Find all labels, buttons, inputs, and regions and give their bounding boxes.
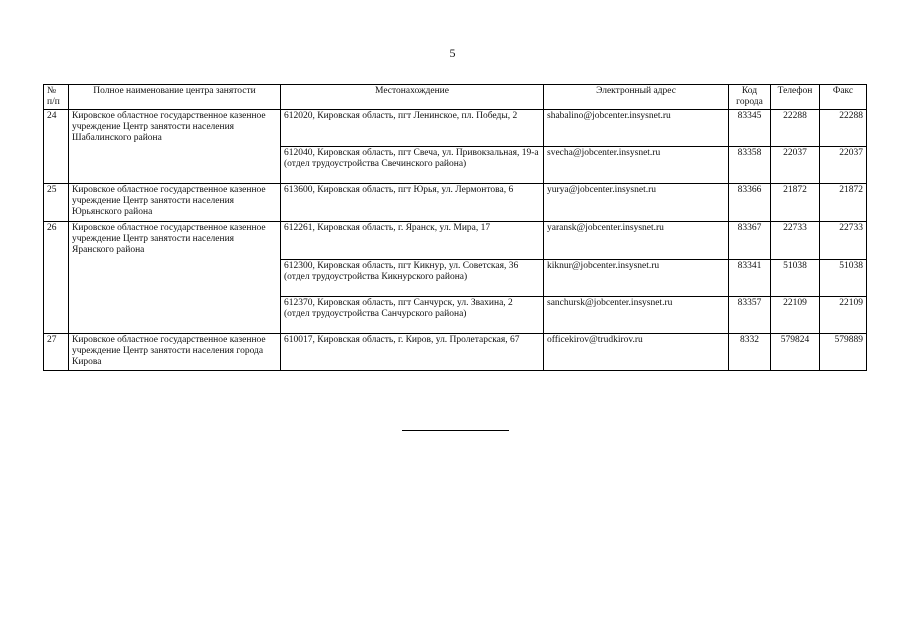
- header-name: Полное наименование центра занятости: [69, 85, 281, 110]
- office-phone: 22109: [771, 297, 820, 334]
- office-code: 83358: [729, 147, 771, 184]
- office-code: 83366: [729, 184, 771, 222]
- end-divider-line: [402, 430, 509, 431]
- office-email: yaransk@jobcenter.insysnet.ru: [544, 222, 729, 260]
- office-phone: 22037: [771, 147, 820, 184]
- office-phone: 579824: [771, 334, 820, 371]
- office-email: yurya@jobcenter.insysnet.ru: [544, 184, 729, 222]
- page-number: 5: [449, 46, 456, 60]
- table-row: [44, 184, 867, 222]
- header-num: № п/п: [44, 85, 69, 110]
- office-email: shabalino@jobcenter.insysnet.ru: [544, 110, 729, 147]
- office-fax: 51038: [820, 260, 867, 297]
- office-code: 83345: [729, 110, 771, 147]
- office-location: 613600, Кировская область, пгт Юрья, ул. Лермонтова, 6: [281, 184, 544, 222]
- center-name: Кировское областное государственное казенное учреждение Центр занятости населения Шабалинского района: [69, 110, 281, 184]
- header-phone: Телефон: [771, 85, 820, 110]
- office-phone: 22733: [771, 222, 820, 260]
- office-location: 612020, Кировская область, пгт Ленинское, пл. Победы, 2: [281, 110, 544, 147]
- office-email: kiknur@jobcenter.insysnet.ru: [544, 260, 729, 297]
- office-phone: 22288: [771, 110, 820, 147]
- center-name: Кировское областное государственное казенное учреждение Центр занятости населения Юрьянского района: [69, 184, 281, 222]
- office-email: officekirov@trudkirov.ru: [544, 334, 729, 371]
- employment-centers-table: [43, 84, 867, 371]
- table-row: [44, 222, 867, 260]
- header-code: Код города: [729, 85, 771, 110]
- office-code: 83341: [729, 260, 771, 297]
- office-fax: 22109: [820, 297, 867, 334]
- center-name: Кировское областное государственное казенное учреждение Центр занятости населения Яранского района: [69, 222, 281, 334]
- table-header-row: [44, 85, 867, 110]
- header-location: Местонахождение: [281, 85, 544, 110]
- table-row: [44, 334, 867, 371]
- office-phone: 51038: [771, 260, 820, 297]
- office-phone: 21872: [771, 184, 820, 222]
- office-location: 612300, Кировская область, пгт Кикнур, ул. Советская, 36 (отдел трудоустройства Кикнурского района): [281, 260, 544, 297]
- office-fax: 22733: [820, 222, 867, 260]
- office-location: 612261, Кировская область, г. Яранск, ул. Мира, 17: [281, 222, 544, 260]
- office-email: svecha@jobcenter.insysnet.ru: [544, 147, 729, 184]
- office-fax: 22037: [820, 147, 867, 184]
- header-email: Электронный адрес: [544, 85, 729, 110]
- office-fax: 579889: [820, 334, 867, 371]
- row-num: 26: [44, 222, 69, 334]
- table-row: [44, 110, 867, 147]
- office-code: 83367: [729, 222, 771, 260]
- center-name: Кировское областное государственное казенное учреждение Центр занятости населения города Кирова: [69, 334, 281, 371]
- office-code: 8332: [729, 334, 771, 371]
- office-location: 612040, Кировская область, пгт Свеча, ул. Привокзальная, 19-а (отдел трудоустройства Свечинского района): [281, 147, 544, 184]
- header-fax: Факс: [820, 85, 867, 110]
- office-email: sanchursk@jobcenter.insysnet.ru: [544, 297, 729, 334]
- row-num: 27: [44, 334, 69, 371]
- office-fax: 21872: [820, 184, 867, 222]
- office-code: 83357: [729, 297, 771, 334]
- row-num: 25: [44, 184, 69, 222]
- row-num: 24: [44, 110, 69, 184]
- office-fax: 22288: [820, 110, 867, 147]
- office-location: 612370, Кировская область, пгт Санчурск, ул. Звахина, 2 (отдел трудоустройства Санчурского района): [281, 297, 544, 334]
- office-location: 610017, Кировская область, г. Киров, ул. Пролетарская, 67: [281, 334, 544, 371]
